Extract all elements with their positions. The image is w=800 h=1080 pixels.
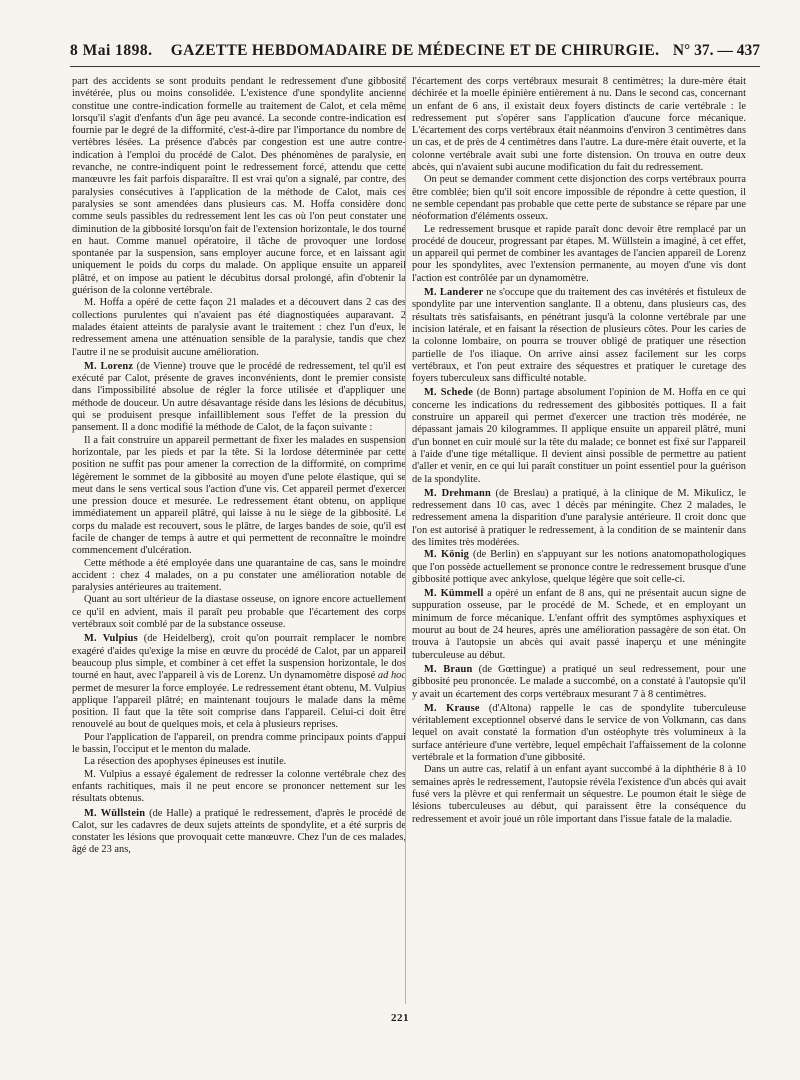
author-name: M. Landerer: [424, 287, 484, 299]
author-name: M. Drehmann: [424, 487, 491, 499]
paragraph: [412, 703, 746, 764]
right-column: [412, 76, 746, 1004]
author-name: M. Vulpius: [84, 633, 138, 645]
left-column: [72, 76, 406, 1004]
author-name: M. Wüllstein: [84, 807, 146, 819]
paragraph-text: a opéré un enfant de 8 ans, qui ne présentait aucun signe de suppuration osseuse, par le procédé de M. Schede, et en employant un minimum de force mécanique. L'enfant offrit des symptômes asphyxiques et mourut au bout de 24 heures, après une amélioration passagère de son état. On trouva à l'autopsie un abcès qui avait passé inaperçu et une méningite tuberculeuse au début.: [412, 588, 746, 661]
paragraph-text: (de Bonn) partage absolument l'opinion de M. Hoffa en ce qui concerne les indications du redressement des gibbosités pottiques. Il a fait construire un appareil qui permet d'exercer une traction très modérée, ne dépassant jamais 20 kilogrammes. Il applique ensuite un appareil plâtré, muni d'un bonnet en cuir moulé sur la tête du malade; ce bonnet est fixé sur l'appareil à l'aide d'une tige métallique. Il devient ainsi possible de permettre au patient d'aller et venir, en ce qui lui paraît constituer un point essentiel pour la guérison de la spondylite.: [412, 387, 746, 485]
paragraph: [72, 808, 406, 857]
paragraph: M. Hoffa a opéré de cette façon 21 malades et a découvert dans 2 cas des collections purulentes qui n'avaient pas été diagnostiquées auparavant. 2 malades étaient atteints de paralysie avant le traitement : chez l'un d'eux, le redressement amena une atténuation sensible de la paralysie, tandis que chez l'autre il ne se produisit aucune amélioration.: [72, 297, 406, 358]
paragraph: Dans un autre cas, relatif à un enfant ayant succombé à la diphthérie 8 à 10 semaines après le redressement, l'autopsie révéla l'existence d'un abcès qui avait fusé vers la plèvre et qui renfermait un séquestre. Le poumon était le siège de lésions tuberculeuses au début, qui paraissent être la conséquence du redressement et avoir joué un rôle important dans l'issue fatale de la maladie.: [412, 764, 746, 825]
paragraph-text: (de Heidelberg), croit qu'on pourrait remplacer le nombre exagéré d'aides qu'exige la mise en œuvre du procédé de Calot, par un appareil beaucoup plus simple, et combiner à cet effet la suspension horizontale, le dos tourné en haut, avec l'appareil à vis de Lorenz. Un dynamomètre disposé: [72, 633, 406, 682]
column-divider: [405, 76, 406, 1004]
paragraph: La résection des apophyses épineuses est inutile.: [84, 756, 287, 768]
paragraph: Il a fait construire un appareil permettant de fixer les malades en suspension horizontale, par les pieds et par la tête. Si la lordose déterminée par cette position ne suffit pas pour amener la correction de la difformité, on comprime légèrement le sommet de la gibbosité au moyen d'une pelote élastique, qui se meut dans le sens vertical sous l'action d'une vis. Cet appareil permet d'exercer une pression douce et mesurée. Le redressement étant obtenu, on applique immédiatement un appareil plâtré, qui laisse à nu le siège de la gibbosité. Le corps du malade est recouvert, sous le plâtre, de larges bandes de soie, qu'il est facile de changer de temps à autre et qui permettent de reconnaître le moindre commencement d'ulcération.: [72, 434, 406, 557]
paragraph: part des accidents se sont produits pendant le redressement d'une gibbosité invétérée, plus ou moins consolidée. L'existence d'une spondylite ancienne constitue une contre-indication formelle au traitement de Calot, et cela même lorsqu'il s'agit d'enfants d'un âge peu avancé. La seconde contre-indication est fournie par le degré de la difformité, c'est-à-dire par l'importance du nombre de vertèbres lésées. La présence d'abcès par congestion est une autre contre-indication à l'emploi du procédé de Calot. Des phénomènes de paralysie, en revanche, ne contre-indiquent point le redressement forcé, attendu que cette manœuvre les fait parfois disparaître. Il est vrai qu'on a signalé, par contre, des paralysies consécutives à l'application de la méthode de Calot, mais ces paralysies se sont amendées dans plusieurs cas. M. Hoffa considère donc comme seuls passibles du redressement lent les cas où l'on peut constater une diminution de la gibbosité lorsqu'on fait de l'extension horizontale, le dos tourné en haut. Comme manuel opératoire, il tâche de provoquer une lordose spontanée par la suspension, sans employer aucune force, et en laissant agir uniquement le poids du corps du malade. On applique ensuite un appareil plâtré, et on impose au patient le décubitus dorsal prolongé, afin d'obtenir la guérison de la colonne vertébrale.: [72, 76, 406, 297]
author-name: M. Lorenz: [84, 360, 134, 372]
paragraph: Le redressement brusque et rapide paraît donc devoir être remplacé par un procédé de douceur, progressant par étapes. M. Wüllstein a imaginé, à cet effet, un appareil qui permet de combiner les avantages de l'ancien appareil de Lorenz pour les spondylites, avec l'extension permanente, au moyen d'une vis dont l'action est contrôlée par un dynamomètre.: [412, 223, 746, 284]
paragraph-text: permet de mesurer la force employée. Le redressement étant obtenu, M. Vulpius applique l'appareil plâtré; en maintenant toujours le malade dans la même position. Il faut que la tête soit comprise dans l'appareil. Celui-ci doit être renouvelé au bout de quelques mois, et cela à plusieurs reprises.: [72, 682, 406, 731]
paragraph: [412, 488, 746, 549]
paragraph-text: (d'Altona) rappelle le cas de spondylite tuberculeuse véritablement exceptionnel observé dans le service de von Volkmann, cas dans lequel on avait constaté la formation d'un ostéophyte très volumineux à la surface antérieure d'une vertèbre, lequel empêchait l'affaissement de la colonne vertébrale et la formation d'une gibbosité.: [412, 702, 746, 764]
paragraph-text: ne s'occupe que du traitement des cas invétérés et fistuleux de spondylite par une intervention sanglante. Il a obtenu, dans plusieurs cas, des résultats très satisfaisants, en pénétrant jusqu'à la colonne vertébrale par une incision latérale, et en faisant la résection de plusieurs côtes. Pour les caries de la colonne lombaire, on pourra se trouver obligé de pratiquer une résection partielle de l'os iliaque. On arrive ainsi assez facilement sur les corps vertébraux, et l'on peut extraire des séquestres et pratiquer le curetage des foyers tuberculeux sans difficulté notable.: [412, 287, 746, 385]
paragraph: [72, 361, 406, 435]
author-name: M. Schede: [424, 387, 474, 399]
paragraph-text: (de Halle) a pratiqué le redressement, d'après le procédé de Calot, sur les cadavres de deux sujets atteints de spondylite, et a été surpris de constater les lésions que provoquait cette manœuvre. Chez l'un de ces malades, âgé de 23 ans,: [72, 807, 406, 856]
folio-number: 221: [391, 1012, 409, 1024]
paragraph: [412, 588, 746, 662]
paragraph: l'écartement des corps vertébraux mesurait 8 centimètres; la dure-mère était déchirée et la moelle épinière entièrement à nu. Dans le second cas, concernant un enfant de 6 ans, il existait deux foyers distincts de carie vertébrale : le redressement put s'opérer sans l'application d'aucune force mécanique. L'écartement des corps vertébraux était néanmoins d'environ 3 centimètres dans un cas, et de près de 4 centimètres dans l'autre. La dure-mère était ouverte, et la colonne vertébrale avait subi une forte distension. On trouva en outre deux abcès, qui n'avaient subi aucune modification du fait du redressement.: [412, 76, 746, 174]
author-name: M. Kümmell: [424, 588, 484, 600]
author-name: M. Braun: [424, 663, 473, 675]
issue-page-number: N° 37. — 437: [672, 42, 760, 59]
author-name: M. König: [424, 549, 470, 561]
paragraph: [412, 387, 746, 485]
paragraph: [72, 633, 406, 731]
paragraph: Pour l'application de l'appareil, on prendra comme principaux points d'appui le bassin, l'occiput et le menton du malade.: [72, 731, 406, 756]
running-header: [70, 42, 760, 67]
paragraph: [412, 664, 746, 701]
header-date: 8 Mai 1898.: [70, 42, 153, 59]
paragraph-text: (de Vienne) trouve que le procédé de redressement, tel qu'il est exécuté par Calot, présente de graves inconvénients, dont le premier consiste dans l'impossibilité absolue de régler la force utilisée et d'appliquer une méthode de douceur. Un autre désavantage réside dans les lésions de décubitus, qui se produisent presque infailliblement sous l'effet de la pression du pansement. Il a donc modifié la méthode de Calot, de la façon suivante :: [72, 360, 406, 434]
paragraph-text: (de Gœttingue) a pratiqué un seul redressement, pour une gibbosité peu prononcée. Le malade a succombé, on a constaté à l'autopsie qu'il y avait un écartement des corps vertébraux mesurant 7 à 8 centimètres.: [412, 663, 746, 700]
paragraph: Cette méthode a été employée dans une quarantaine de cas, sans le moindre accident : chez 4 malades, on a pu constater une amélioration notable de paralysies antérieures au traitement.: [72, 557, 406, 594]
author-name: M. Krause: [424, 702, 480, 714]
paragraph: [412, 287, 746, 385]
journal-title: GAZETTE HEBDOMADAIRE DE MÉDECINE ET DE CHIRURGIE.: [170, 42, 660, 59]
paragraph: Quant au sort ultérieur de la diastase osseuse, on ignore encore actuellement ce qu'il en advient, mais il paraît peu probable que l'écartement des corps vertébraux soit comblé par de la substance osseuse.: [72, 594, 406, 631]
paragraph-text: (de Breslau) a pratiqué, à la clinique de M. Mikulicz, le redressement dans 10 cas, avec 1 décès par méningite. Chez 2 malades, le redressement amena la disparition d'une paralysie antérieure. Il croit donc que l'on est autorisé à pratiquer le redressement, à la condition de se maintenir dans des limites très modérées.: [412, 487, 746, 548]
paragraph: On peut se demander comment cette disjonction des corps vertébraux pourra être comblée; bien qu'il soit encore impossible de répondre à cette question, il ne semble cependant pas probable que cette perte de substance se répare par une néoformation d'éléments osseux.: [412, 174, 746, 223]
paragraph: [412, 549, 746, 586]
paragraph: M. Vulpius a essayé également de redresser la colonne vertébrale chez des enfants rachitiques, mais il ne peut encore se prononcer nettement sur les résultats obtenus.: [72, 768, 406, 805]
italic-term: ad hoc: [377, 670, 406, 682]
paragraph-text: (de Berlin) en s'appuyant sur les notions anatomopathologiques que l'on possède actuellement se prononce contre le redressement brusque d'une gibbosité pottique avec ankylose, quelque légère que soit celle-ci.: [412, 549, 746, 585]
